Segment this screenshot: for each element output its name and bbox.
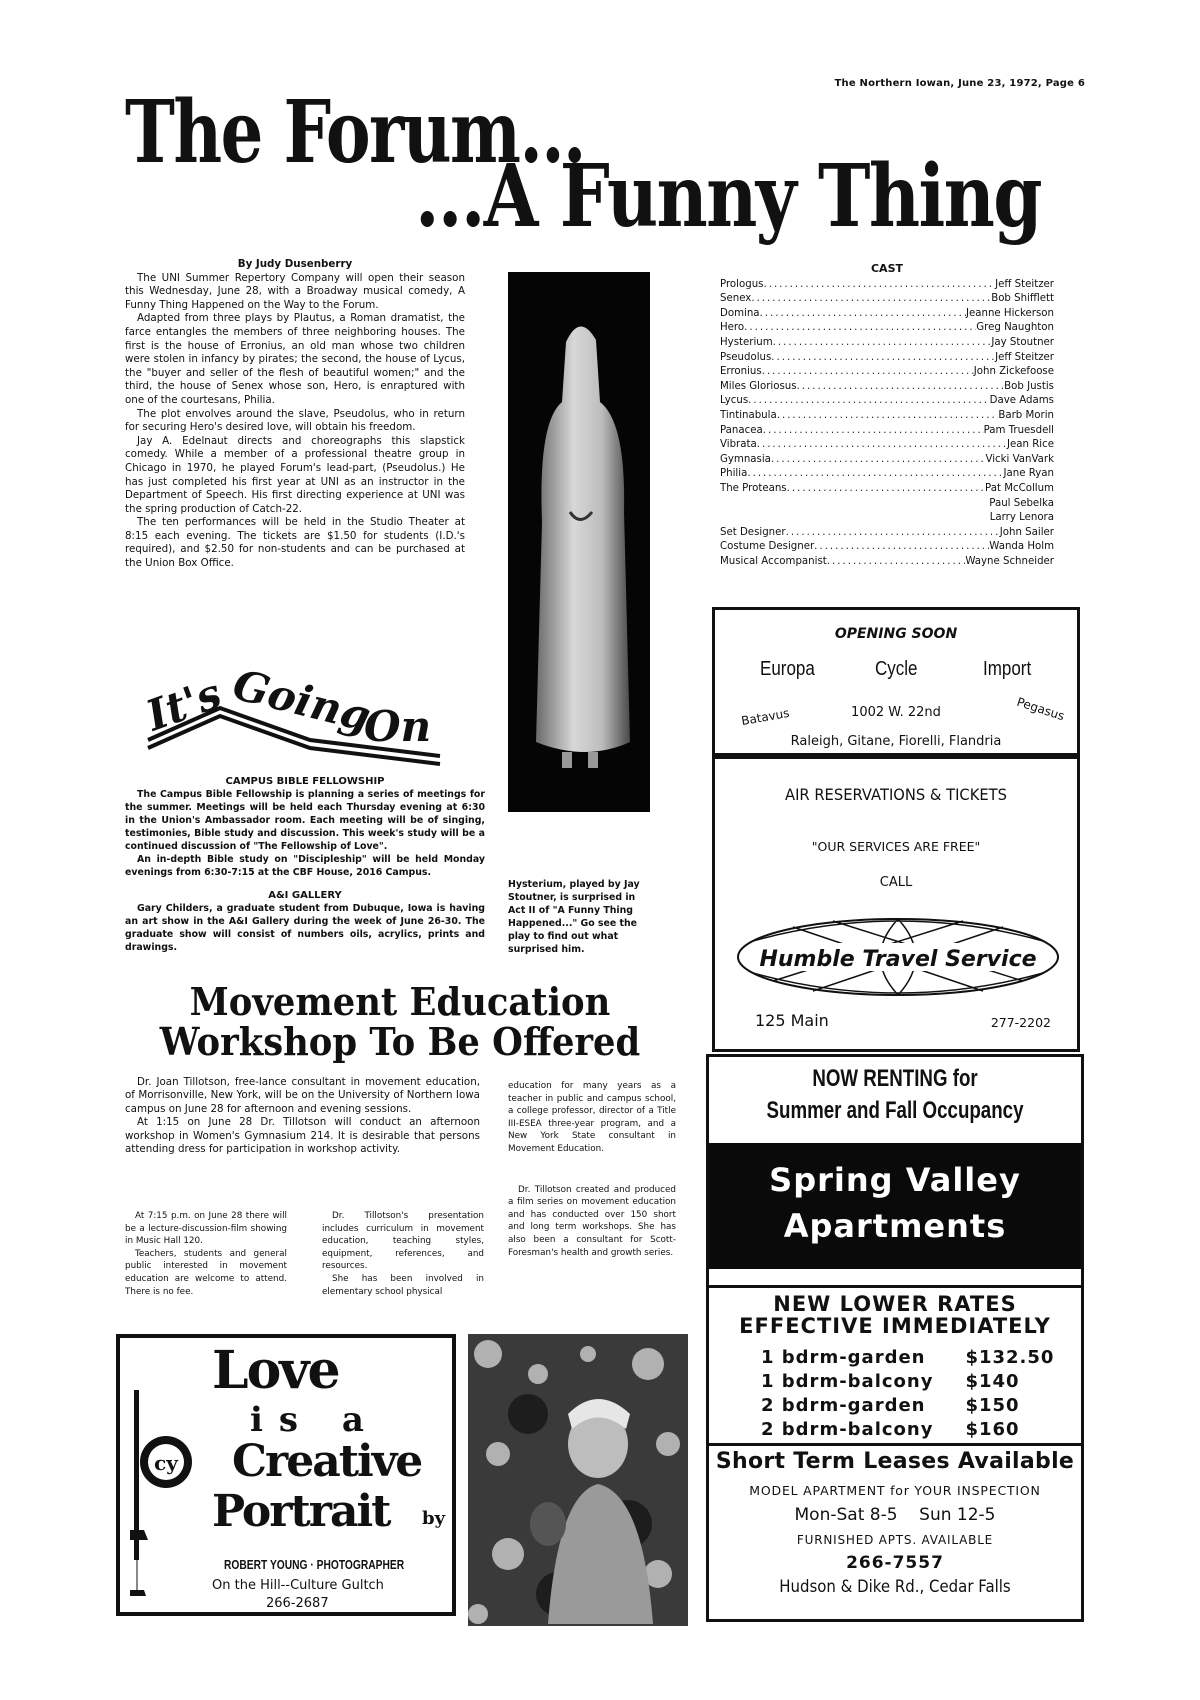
robert-young-photographer-ad [116,1334,456,1616]
hysterium-photo [508,272,650,812]
article-paragraph: Jay A. Edelnaut directs and choreographs this slapstick comedy. While a member of a professional theatre group in Chicago in 1970, he played Forum's lead-part, (Pseudolus.) He has just completed his first year at UNI as an instructor in the Department of Speech. His first directing experience at UNI was the spring production of Catch-22. [125,434,465,515]
article-paragraph: Dr. Joan Tillotson, free-lance consultant in movement education, of Morrisonville, New York, will be on the University of Northern Iowa campus on June 28 for afternoon and evening sessions. [125,1076,480,1115]
headline-line-2: ...A Funny Thing [415,146,1041,247]
movement-headline: Movement Education Workshop To Be Offered [159,979,641,1064]
cast-actor: Jeanne Hickerson [965,307,1054,319]
section-heading: CAMPUS BIBLE FELLOWSHIP [225,776,385,787]
cast-row [720,424,1054,439]
model-apartment-line: MODEL APARTMENT for YOUR INSPECTION [749,1483,1041,1498]
cast-actor: Larry Lenora [989,512,1054,524]
movement-column-a [125,1210,287,1298]
creative-word: Creative [232,1436,422,1487]
cast-row [720,467,1054,482]
movement-column-b [322,1210,484,1298]
travel-phone: 277-2202 [990,1015,1051,1030]
cast-row [720,482,1054,497]
cast-actor: Jay Stoutner [991,336,1054,348]
now-renting-header [750,1063,1040,1127]
rates-table [761,1347,1054,1443]
cast-row [720,497,1054,512]
cast-row [720,409,1054,424]
byline: By Judy Dusenberry [237,258,353,270]
cast-actor: John Sailer [999,526,1054,538]
love-word: Love [212,1340,339,1401]
masthead: The Northern Iowan, June 23, 1972, Page 6 [834,78,1085,89]
apartments-phone: 266-7557 [846,1553,944,1573]
cast-actor: Pat McCollum [985,482,1054,494]
cast-actor: Pam Truesdell [983,424,1054,436]
rate-row [761,1347,1054,1371]
humble-travel-ad [712,756,1080,1052]
cast-actor: Greg Naughton [976,322,1054,334]
dot-leader [744,321,976,336]
article-paragraph: Dr. Tillotson created and produced a film series on movement education and has conducted over 150 short and long term workshops. She has also been a consultant for Scott-Foresman's health and growth series. [508,1184,676,1258]
rate-unit: 1 bdrm-garden [761,1347,926,1368]
photographer-phone: 266-2687 [266,1596,329,1611]
cast-role: Lycus [720,395,749,407]
cycle-address: 1002 W. 22nd [851,705,941,720]
article-paragraph: Dr. Tillotson's presentation includes curriculum in movement education, teaching styles, equipment, references, and resources. [322,1211,484,1272]
air-reservations-label: AIR RESERVATIONS & TICKETS [785,785,1007,804]
cast-role: Senex [720,293,752,305]
cast-role: Panacea [720,424,763,436]
dot-leader [747,467,1003,482]
dot-leader [762,365,974,380]
cast-row [720,321,1054,336]
cast-row [720,526,1054,541]
cast-row [720,365,1054,380]
divider [709,1285,1081,1288]
cycle-name-word: Import [983,658,1032,680]
cast-role: Gymnasia [720,453,771,465]
by-word: by [422,1508,446,1529]
cast-actor: Wayne Schneider [965,555,1054,567]
cast-row [720,438,1054,453]
happening-paragraph: The Campus Bible Fellowship is planning a series of meetings for the summer. Meetings will be held each Thursday evening at 6:30 in the Union's Ambassador room. Each meeting will be of singing, testimonies, Bible study and discussion. This week's study will be a continued discussion of "The Fellowship of Love". [125,789,485,852]
services-free-label: "OUR SERVICES ARE FREE" [811,839,981,854]
spring-valley-apartments-ad [706,1054,1084,1622]
movement-article-intro [125,1076,480,1156]
cast-row [720,292,1054,307]
cast-role: Tintinabula [720,409,777,421]
article-paragraph: Adapted from three plays by Plautus, a Roman dramatist, the farce entangles the members of three neighboring houses. The first is the house of Erronius, an old man whose two children were stolen in infancy by pirates; the second, the house of Lycus, the "buyer and seller of the flesh of beautiful women;" and the third, the house of Senex whose son, Hero, is enraptured with one of the courtesans, Philia. [125,312,465,406]
cast-actor: Paul Sebelka [989,497,1054,509]
rate-row [761,1371,1054,1395]
dot-leader [786,526,1000,541]
rates-header [709,1293,1081,1337]
travel-logo-text: Humble Travel Service [759,947,1037,972]
cast-role: Philia [720,468,748,480]
cast-actor: Jane Ryan [1003,468,1054,480]
article-paragraph: education for many years as a teacher in public and campus school, a college professor, director of a Title III-ESEA three-year program, and a New York State consultant in Movement Education. [508,1081,676,1154]
rate-row [761,1419,1054,1443]
cast-title: CAST [870,262,903,275]
cast-actor: Barb Morin [998,409,1054,421]
cast-role: Erronius [720,366,762,378]
furnished-line: FURNISHED APTS. AVAILABLE [796,1533,994,1547]
svg-text:cy: cy [154,1451,178,1475]
cast-role: Hysterium [720,336,773,348]
rate-price: $132.50 [965,1347,1055,1368]
cast-actor: Jeff Steitzer [995,278,1054,290]
cast-actor: Wanda Holm [989,541,1054,553]
happening-paragraph: An in-depth Bible study on "Discipleship" will be held Monday evenings from 6:30-7:15 at the CBF House, 2016 Campus. [125,854,485,878]
logo-word-on: On [364,702,432,751]
inspection-hours: Mon-Sat 8-5 Sun 12-5 [794,1505,996,1525]
cast-row [720,394,1054,409]
article-paragraph: The plot envolves around the slave, Pseudolus, who in return for securing Hero's desired love, will obtain his freedom. [125,407,465,434]
dot-leader [771,453,986,468]
robed-figure-image [526,312,634,782]
cast-role: Miles Gloriosus [720,380,797,392]
foliage-portrait-image [468,1334,688,1626]
photographer-name: ROBERT YOUNG · PHOTOGRAPHER [224,1558,405,1572]
rate-price: $140 [965,1371,1020,1392]
brand-pegasus: Pegasus [1014,694,1066,724]
cast-role: Costume Designer [720,541,815,553]
dot-leader [827,555,966,570]
cast-row [720,453,1054,468]
bicycle-brands: Raleigh, Gitane, Fiorelli, Flandria [790,734,1002,749]
forum-article [125,258,465,571]
rate-unit: 1 bdrm-balcony [761,1371,934,1392]
apartments-address: Hudson & Dike Rd., Cedar Falls [779,1577,1011,1597]
cast-actor: John Zickefoose [973,366,1054,378]
cast-actor: Bob Shifflett [991,293,1054,305]
cast-role: Set Designer [720,526,786,538]
brand-batavus: Batavus [740,705,791,729]
cycle-name-word: Cycle [875,658,918,680]
cast-row [720,380,1054,395]
cast-row [720,540,1054,555]
cast-list [720,262,1054,569]
cast-actor: Jeff Steitzer [995,351,1054,363]
logo-word-its: It's [139,668,228,741]
dot-leader [751,292,991,307]
dot-leader [757,438,1007,453]
call-label: CALL [879,875,913,890]
short-term-leases: Short Term Leases Available [715,1449,1075,1474]
dot-leader [787,482,985,497]
occupancy-line: Summer and Fall Occupancy [766,1097,1024,1124]
cast-role: Vibrata [720,439,757,451]
photo-caption: Hysterium, played by Jay Stoutner, is surprised in Act II of "A Funny Thing Happened..." Go see the play to find out what surprised him. [508,879,640,955]
garden-portrait-photo [468,1334,688,1626]
travel-address: 125 Main [755,1011,829,1030]
cycle-name-word: Europa [760,658,815,680]
divider [709,1443,1081,1446]
happenings-section [125,775,485,954]
cast-row [720,555,1054,570]
now-renting-line: NOW RENTING for [812,1065,978,1092]
cast-actor: Bob Justis [1004,380,1054,392]
rate-price: $160 [965,1419,1020,1440]
apartment-name-line: Apartments [783,1207,1007,1245]
cast-row [720,511,1054,526]
europa-cycle-ad [712,607,1080,756]
dot-leader [797,380,1005,395]
cast-role: Prologus [720,278,764,290]
cast-role: Domina [720,307,760,319]
happening-paragraph: Gary Childers, a graduate student from Dubuque, Iowa is having an art show in the A&I Gallery during the week of June 26-30. The graduate show will consist of numbers oils, acrylics, prints and drawings. [125,903,485,953]
its-going-on-logo [139,659,450,768]
logo-word-going: Going [228,659,376,742]
opening-soon-label: OPENING SOON [834,626,958,642]
rate-row [761,1395,1054,1419]
cast-row [720,351,1054,366]
cast-row [720,307,1054,322]
cast-role: The Proteans [720,482,787,494]
dot-leader [763,424,984,439]
cast-role: Musical Accompanist [720,555,827,567]
rates-line: EFFECTIVE IMMEDIATELY [739,1314,1051,1338]
cast-row [720,336,1054,351]
dot-leader [760,307,966,322]
cast-actor: Jean Rice [1007,439,1054,451]
section-heading: A&I GALLERY [268,890,342,901]
portrait-word: Portrait [212,1486,390,1537]
dot-leader [763,278,995,293]
dot-leader [748,394,990,409]
cast-role: Hero [720,322,745,334]
article-paragraph: The ten performances will be held in the Studio Theater at 8:15 each evening. The tickets are $1.50 for students (I.D.'s required), and $2.50 for non-students and can be purchased at the Union Box Office. [125,516,465,570]
article-paragraph: She has been involved in elementary school physical [322,1273,484,1297]
cast-actor: Vicki VanVark [985,453,1054,465]
dot-leader [777,409,999,424]
rate-unit: 2 bdrm-garden [761,1395,926,1416]
dot-leader [814,540,989,555]
article-paragraph: At 1:15 on June 28 Dr. Tillotson will conduct an afternoon workshop in Women's Gymnasium 214. It is desirable that persons attending dress for participation in workshop activity. [125,1116,480,1156]
globe-logo-icon [733,911,1063,1003]
cast-row [720,278,1054,293]
is-a-words: is a [250,1400,380,1440]
apartment-name-banner [709,1143,1081,1269]
apartment-name-line: Spring Valley [769,1161,1021,1199]
rate-unit: 2 bdrm-balcony [761,1419,934,1440]
dot-leader [773,336,992,351]
cast-role: Pseudolus [720,351,772,363]
rate-price: $150 [965,1395,1020,1416]
cast-actor: Dave Adams [989,395,1054,407]
article-paragraph: At 7:15 p.m. on June 28 there will be a lecture-discussion-film showing in Music Hall 120. [125,1211,287,1247]
article-paragraph: The UNI Summer Repertory Company will open their season this Wednesday, June 28, with a Broadway musical comedy, A Funny Thing Happened on the Way to the Forum. [125,271,465,311]
dot-leader [771,351,995,366]
article-paragraph: Teachers, students and general public interested in movement education are welcome to attend. There is no fee. [125,1248,287,1297]
rates-line: NEW LOWER RATES [773,1292,1017,1316]
photographer-location: On the Hill--Culture Gultch [212,1578,384,1593]
movement-column-c [508,1080,676,1259]
lamp-logo-icon [130,1390,210,1610]
headline-line-1: The Forum... [125,82,585,183]
